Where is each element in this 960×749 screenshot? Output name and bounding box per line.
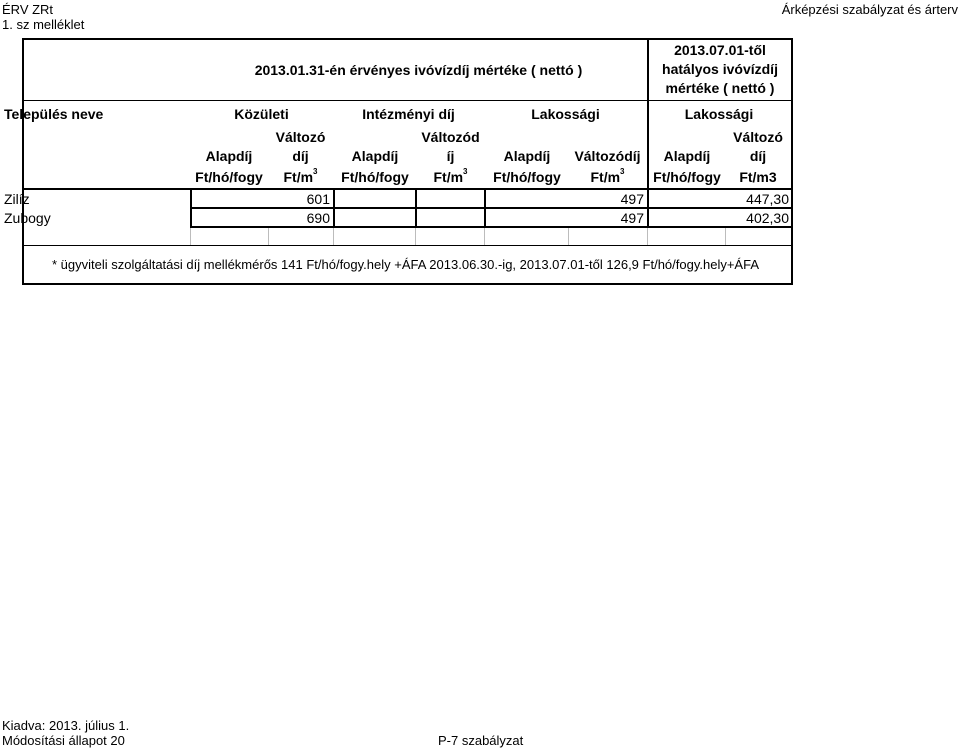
col-sep-3 [484,188,486,228]
table-border-top [22,38,793,40]
subheader-alapdij: Alapdíj [503,148,551,164]
subheader-valtozo-line2: íj [446,148,455,164]
group-header-lakossagi-current: Lakossági [531,106,600,122]
issued-date: Kiadva: 2013. július 1. [2,718,130,733]
cell-lakossagi-valtozo: 497 [620,210,644,226]
group-header-kozuleti: Közületi [234,106,289,122]
table-border-bottom [22,283,793,285]
subheader-alapdij: Alapdíj [663,148,711,164]
grid-line [333,228,334,245]
table-title-new-line2: hatályos ivóvízdíj [662,61,778,77]
row-separator-1 [190,207,793,209]
document-title: Árképzési szabályzat és árterv [781,2,958,17]
row-separator-3 [22,245,793,246]
unit-label: Ft/hó/fogy [653,169,721,185]
table-title-new-line1: 2013.07.01-től [674,42,766,58]
subheader-valtozodij: Változódíj [574,148,641,164]
table-title-current: 2013.01.31-én érvényes ivóvízdíj mértéke ( nettó ) [254,62,583,78]
col-sep-1 [333,188,335,228]
subheader-valtozo-line1: Változó [733,129,783,145]
unit-label: $Ft/m^3$ [590,167,625,185]
cell-kozuleti-valtozo: 601 [306,191,330,207]
unit-label: Ft/hó/fogy [493,169,561,185]
table-border-right [791,38,793,284]
subheader-valtozo-line2: díj [749,148,767,164]
cell-kozuleti-valtozo: 690 [306,210,330,226]
grid-line [190,228,191,245]
subheader-valtozo-line2: díj [292,148,309,164]
cell-lakossagi-valtozo: 497 [620,191,644,207]
grid-line [725,228,726,245]
column-header-settlement: Település neve [4,106,104,122]
header-separator [22,100,793,101]
grid-line [268,228,269,245]
annex-label: 1. sz melléklet [2,17,85,32]
unit-label: Ft/hó/fogy [195,169,263,185]
regulation-label: P-7 szabályzat [438,733,524,748]
table-title-new-line3: mértéke ( nettó ) [665,80,775,96]
subheader-alapdij: Alapdíj [351,148,399,164]
group-header-lakossagi-new: Lakossági [684,106,754,122]
table-border-left [22,38,24,284]
grid-line [484,228,485,245]
cell-lakossagi-new-valtozo: 402,30 [746,210,789,226]
group-header-intezmenyi: Intézményi díj [362,106,455,122]
revision-state: Módosítási állapot 20 [2,733,125,748]
subheader-valtozo-line1: Változó [275,129,326,145]
unit-label: $Ft/m^3$ [283,167,318,185]
row-settlement-name: Zilíz [4,191,30,207]
subheader-valtozo-line1: Változód [421,129,480,145]
company-name: ÉRV ZRt [2,2,54,17]
units-separator [22,188,793,190]
cell-lakossagi-new-valtozo: 447,30 [746,191,789,207]
unit-label: Ft/m3 [739,169,777,185]
unit-label: $Ft/m^3$ [433,167,468,185]
row-separator-2 [190,226,793,228]
row-settlement-name: Zubogy [4,210,51,226]
subheader-alapdij: Alapdíj [205,148,253,164]
footnote: * ügyviteli szolgáltatási díj mellékmérős 141 Ft/hó/fogy.hely +ÁFA 2013.06.30.-ig, 2013.07.01-től 126,9 Ft/hó/fogy.hely+ÁFA [52,257,759,272]
col-sep-2 [415,188,417,228]
unit-label: Ft/hó/fogy [341,169,409,185]
grid-line [647,228,648,245]
grid-line [415,228,416,245]
grid-line [568,228,569,245]
col-sep-0 [190,188,192,228]
